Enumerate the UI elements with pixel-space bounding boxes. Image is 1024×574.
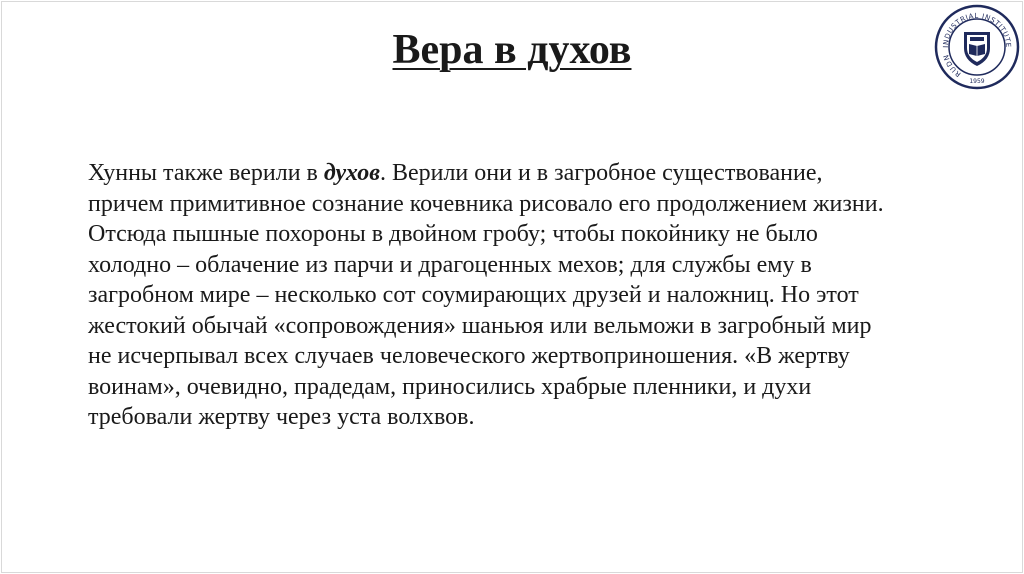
paragraph-line: требовали жертву через уста волхвов. [88,404,475,430]
paragraph-line [88,158,948,189]
paragraph-line: не исчерпывал всех случаев человеческого жертвоприношения. «В жертву [88,343,850,369]
line-text: Хунны также верили в [88,160,324,186]
paragraph-line: Отсюда пышные похороны в двойном гробу; чтобы покойнику не было [88,221,818,247]
slide-title [0,22,1024,78]
paragraph-line: жестокий обычай «сопровождения» шаньюя или вельможи в загробный мир [88,312,872,339]
paragraph-line: холодно – облачение из парчи и драгоценных мехов; для службы ему в [88,251,812,278]
line-text: . Верили они и в загробное существование, [379,160,823,186]
seal-ring-text-left: RUDN [941,52,963,79]
paragraph-line: причем примитивное сознание кочевника рисовало его продолжением жизни. [88,190,884,217]
institute-seal-icon [934,4,1020,90]
slide-title-text: Вера в духов [392,27,632,73]
seal-year: 1959 [969,78,985,85]
paragraph-line: воинам», очевидно, прадедам, приносились храбрые пленники, и духи [88,373,812,400]
emphasized-word: духов [323,160,380,186]
body-paragraph [88,158,948,433]
paragraph-line: загробном мире – несколько сот соумирающих друзей и наложниц. Но этот [88,282,859,308]
seal-ring-text-top: INDUSTRIAL INSTITUTE [941,11,1013,49]
